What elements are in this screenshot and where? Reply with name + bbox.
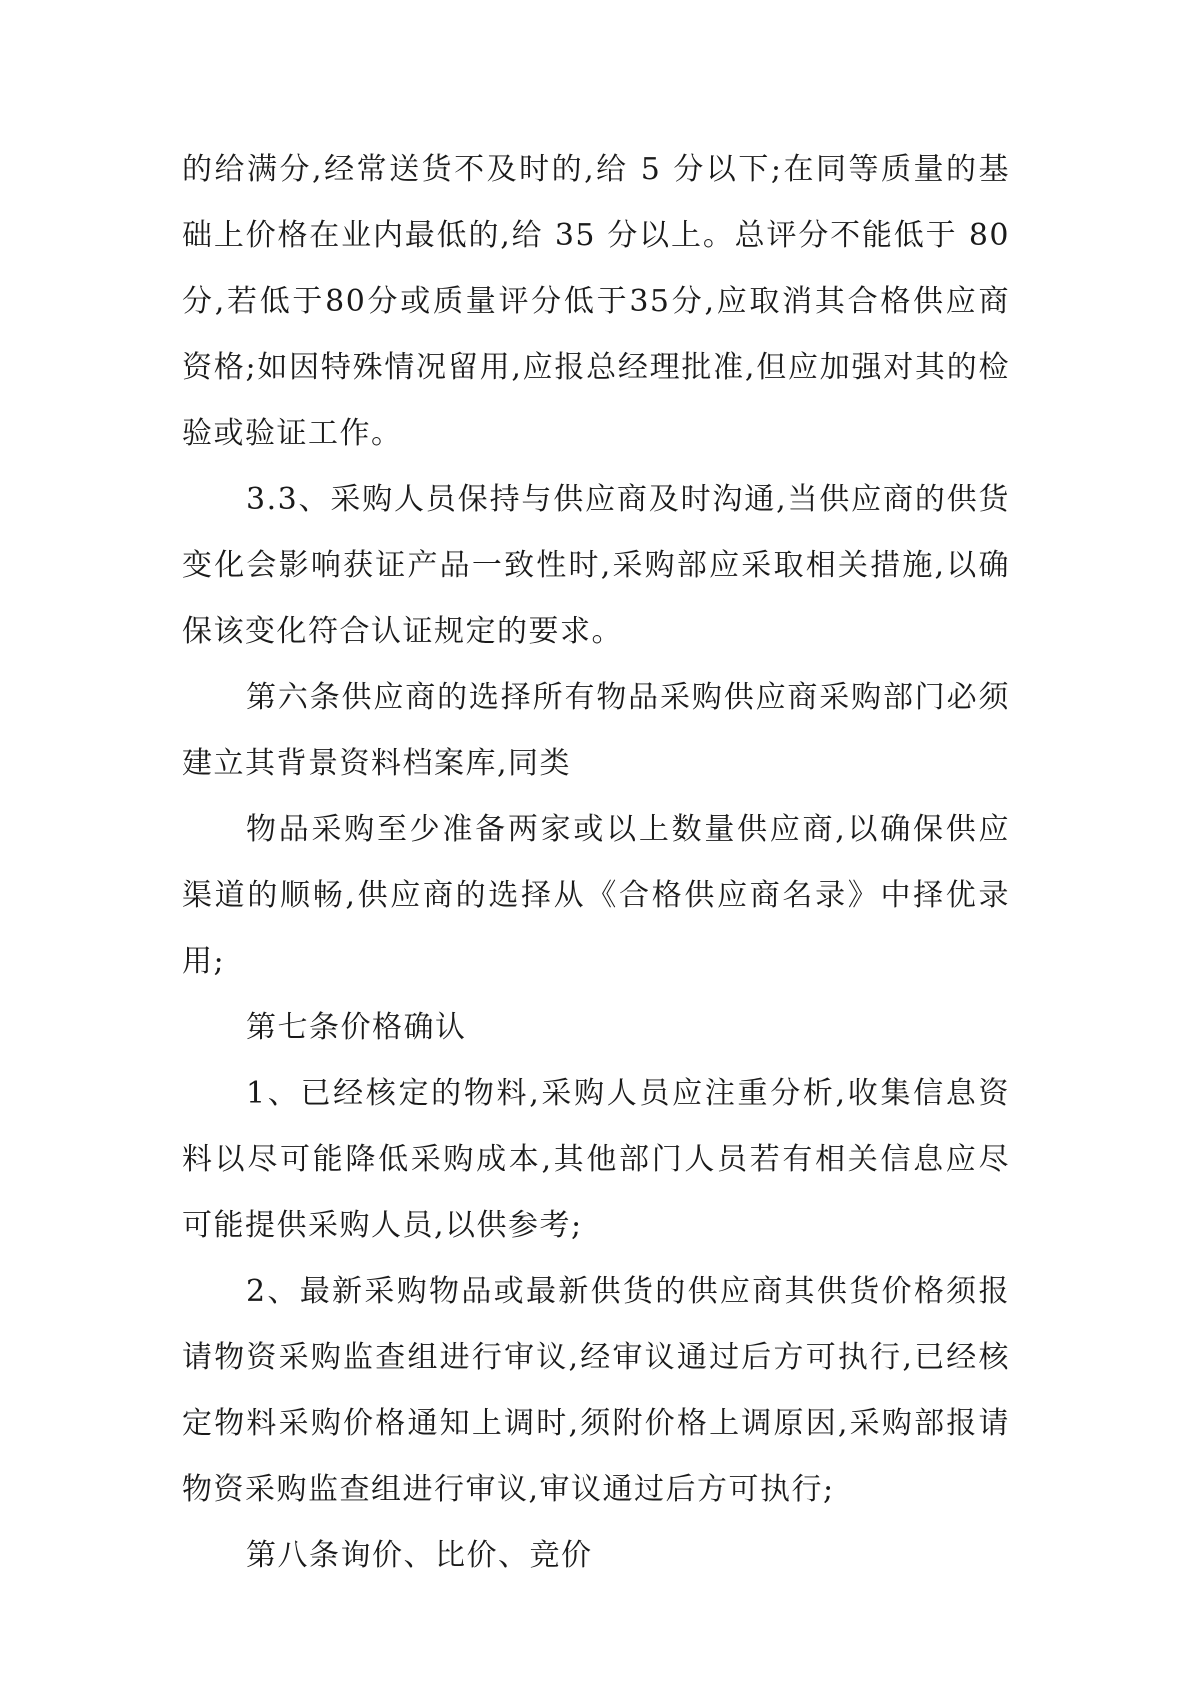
- heading-article-7-price-confirmation: 第七条价格确认: [246, 1010, 467, 1045]
- heading-article-8-inquiry: 第八条询价、比价、竞价: [246, 1538, 593, 1573]
- paragraph-article-6-continued: 物品采购至少准备两家或以上数量供应商,以确保供应渠道的顺畅,供应商的选择从《合格供应商名录》中择优录用;: [182, 812, 1010, 979]
- document-page: [182, 137, 1010, 1589]
- paragraph-supplier-scoring: 的给满分,经常送货不及时的,给 5 分以下;在同等质量的基础上价格在业内最低的,给 35 分以上。总评分不能低于 80 分,若低于80分或质量评分低于35分,应取消其合格供应商资格;如因特殊情况留用,应报总经理批准,但应加强对其的检验或验证工作。: [182, 152, 1010, 451]
- paragraph-article-6-supplier-selection: 第六条供应商的选择所有物品采购供应商采购部门必须建立其背景资料档案库,同类: [182, 680, 1010, 781]
- paragraph-7-2-new-suppliers: 2、最新采购物品或最新供货的供应商其供货价格须报请物资采购监查组进行审议,经审议通过后方可执行,已经核定物料采购价格通知上调时,须附价格上调原因,采购部报请物资采购监查组进行审议,审议通过后方可执行;: [182, 1274, 1010, 1507]
- paragraph-7-1-verified-materials: 1、已经核定的物料,采购人员应注重分析,收集信息资料以尽可能降低采购成本,其他部门人员若有相关信息应尽可能提供采购人员,以供参考;: [182, 1076, 1010, 1243]
- paragraph-3-3-communication: 3.3、采购人员保持与供应商及时沟通,当供应商的供货变化会影响获证产品一致性时,采购部应采取相关措施,以确保该变化符合认证规定的要求。: [182, 482, 1010, 649]
